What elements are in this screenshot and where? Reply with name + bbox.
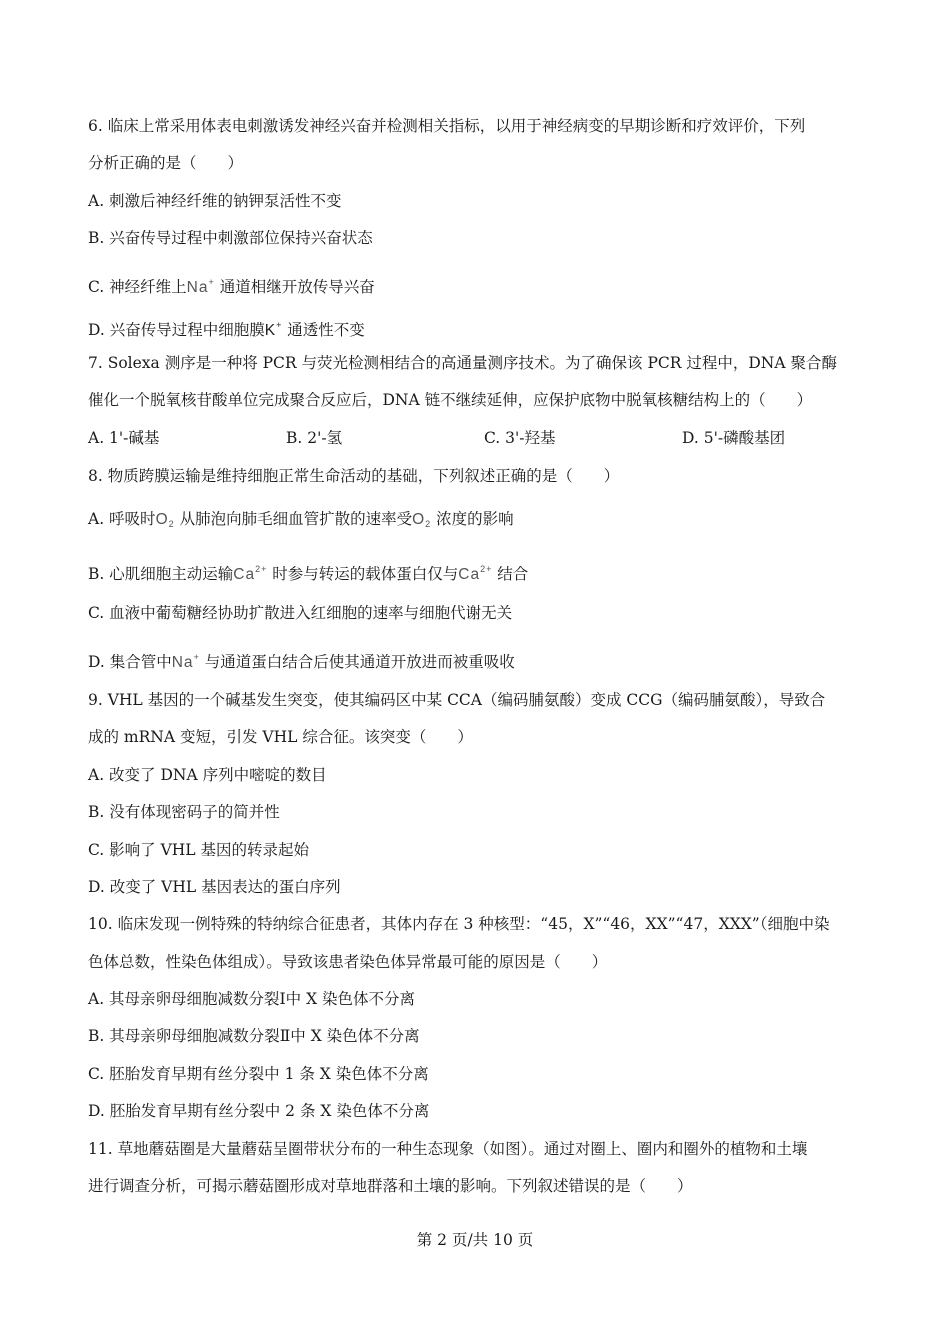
- q9-option-c: C. 影响了 VHL 基因的转录起始: [88, 841, 310, 859]
- q9-option-b: B. 没有体现密码子的简并性: [88, 803, 280, 821]
- molecule-symbol: O: [412, 511, 426, 528]
- q8-option-c: C. 血液中葡萄糖经协助扩散进入红细胞的速率与细胞代谢无关: [88, 604, 513, 622]
- q8-option-b-mid: 时参与转运的载体蛋白仅与: [267, 565, 459, 583]
- q6-option-b: B. 兴奋传导过程中刺激部位保持兴奋状态: [88, 229, 373, 247]
- q6-option-d-post: 通透性不变: [282, 321, 365, 339]
- q8-option-d-pre: D. 集合管中: [88, 653, 172, 671]
- molecule-symbol: O: [155, 511, 169, 528]
- ion-symbol: Na: [186, 279, 209, 296]
- q6-option-c-pre: C. 神经纤维上: [88, 278, 187, 296]
- q7-options-row: [88, 427, 888, 449]
- q9-option-a: A. 改变了 DNA 序列中嘧啶的数目: [88, 766, 327, 784]
- q6-option-d: [88, 314, 890, 342]
- q6-stem-line1: 6. 临床上常采用体表电刺激诱发神经兴奋并检测相关指标，以用于神经病变的早期诊断和疗效评价，下列: [88, 117, 806, 135]
- molecule-subscript: 2: [168, 519, 175, 529]
- q7-stem-line2: 催化一个脱氧核苷酸单位完成聚合反应后，DNA 链不继续延伸，应保护底物中脱氧核糖结构上的（ ）: [88, 391, 813, 409]
- q8-stem: 8. 物质跨膜运输是维持细胞正常生命活动的基础，下列叙述正确的是（ ）: [88, 467, 620, 485]
- ion-symbol: Na: [171, 654, 194, 671]
- ion-symbol: Ca: [458, 566, 481, 583]
- q10-stem-line2: 色体总数，性染色体组成）。导致该患者染色体异常最可能的原因是（ ）: [88, 953, 608, 971]
- ion-charge: +: [276, 320, 283, 330]
- q8-option-b: [88, 558, 890, 586]
- q10-stem-line1: 10. 临床发现一例特殊的特纳综合征患者，其体内存在 3 种核型：“45，X”“46，XX”“47，XXX”（细胞中染: [88, 915, 830, 933]
- q8-option-a-pre: A. 呼吸时: [88, 510, 156, 528]
- q8-option-d: [88, 646, 890, 674]
- calcium-ion-formula: [458, 566, 492, 583]
- potassium-ion-formula: [265, 322, 283, 339]
- sodium-ion-formula: [187, 279, 215, 296]
- q7-option-d: D. 5'-磷酸基团: [682, 429, 786, 447]
- q8-option-b-post: 结合: [492, 565, 529, 583]
- q10-option-b: B. 其母亲卵母细胞减数分裂Ⅱ中 X 染色体不分离: [88, 1027, 420, 1045]
- page-number-footer: 第 2 页/共 10 页: [416, 1231, 534, 1249]
- q8-option-a-mid: 从肺泡向肺毛细血管扩散的速率受: [174, 510, 413, 528]
- ion-charge: +: [208, 277, 215, 287]
- ion-symbol: Ca: [233, 566, 256, 583]
- q9-stem-line2: 成的 mRNA 变短，引发 VHL 综合征。该突变（ ）: [88, 728, 473, 746]
- ion-charge: 2+: [480, 564, 493, 574]
- q7-stem-line1: 7. Solexa 测序是一种将 PCR 与荧光检测相结合的高通量测序技术。为了确保该 PCR 过程中，DNA 聚合酶: [88, 354, 837, 372]
- q8-option-b-pre: B. 心肌细胞主动运输: [88, 565, 234, 583]
- q10-option-d: D. 胚胎发育早期有丝分裂中 2 条 X 染色体不分离: [88, 1102, 430, 1120]
- q9-option-d: D. 改变了 VHL 基因表达的蛋白序列: [88, 878, 341, 896]
- sodium-ion-formula: [172, 654, 200, 671]
- molecule-subscript: 2: [425, 519, 432, 529]
- q6-option-a: A. 刺激后神经纤维的钠钾泵活性不变: [88, 192, 342, 210]
- q10-option-c: C. 胚胎发育早期有丝分裂中 1 条 X 染色体不分离: [88, 1065, 429, 1083]
- ion-charge: 2+: [255, 564, 268, 574]
- q10-option-a: A. 其母亲卵母细胞减数分裂Ⅰ中 X 染色体不分离: [88, 990, 416, 1008]
- q7-option-a: A. 1'-碱基: [88, 429, 160, 447]
- q6-option-d-pre: D. 兴奋传导过程中细胞膜: [88, 321, 265, 339]
- calcium-ion-formula: [233, 566, 267, 583]
- q6-option-c: [88, 271, 890, 299]
- oxygen-formula: [412, 511, 431, 528]
- q11-stem-line2: 进行调查分析，可揭示蘑菇圈形成对草地群落和土壤的影响。下列叙述错误的是（ ）: [88, 1177, 693, 1195]
- ion-charge: +: [193, 652, 200, 662]
- q8-option-a: [88, 508, 890, 535]
- ion-symbol: K: [264, 322, 277, 339]
- q11-stem-line1: 11. 草地蘑菇圈是大量蘑菇呈圈带状分布的一种生态现象（如图）。通过对圈上、圈内和圈外的植物和土壤: [88, 1140, 808, 1158]
- q8-option-d-post: 与通道蛋白结合后使其通道开放进而被重吸收: [199, 653, 515, 671]
- q6-option-c-post: 通道相继开放传导兴奋: [214, 278, 375, 296]
- q9-stem-line1: 9. VHL 基因的一个碱基发生突变，使其编码区中某 CCA（编码脯氨酸）变成 CCG（编码脯氨酸），导致合: [88, 691, 826, 709]
- oxygen-formula: [156, 511, 175, 528]
- q6-stem-line2: 分析正确的是（ ）: [88, 154, 244, 172]
- q8-option-a-post: 浓度的影响: [431, 510, 514, 528]
- q7-option-b: B. 2'-氢: [286, 429, 343, 447]
- q7-option-c: C. 3'-羟基: [484, 429, 556, 447]
